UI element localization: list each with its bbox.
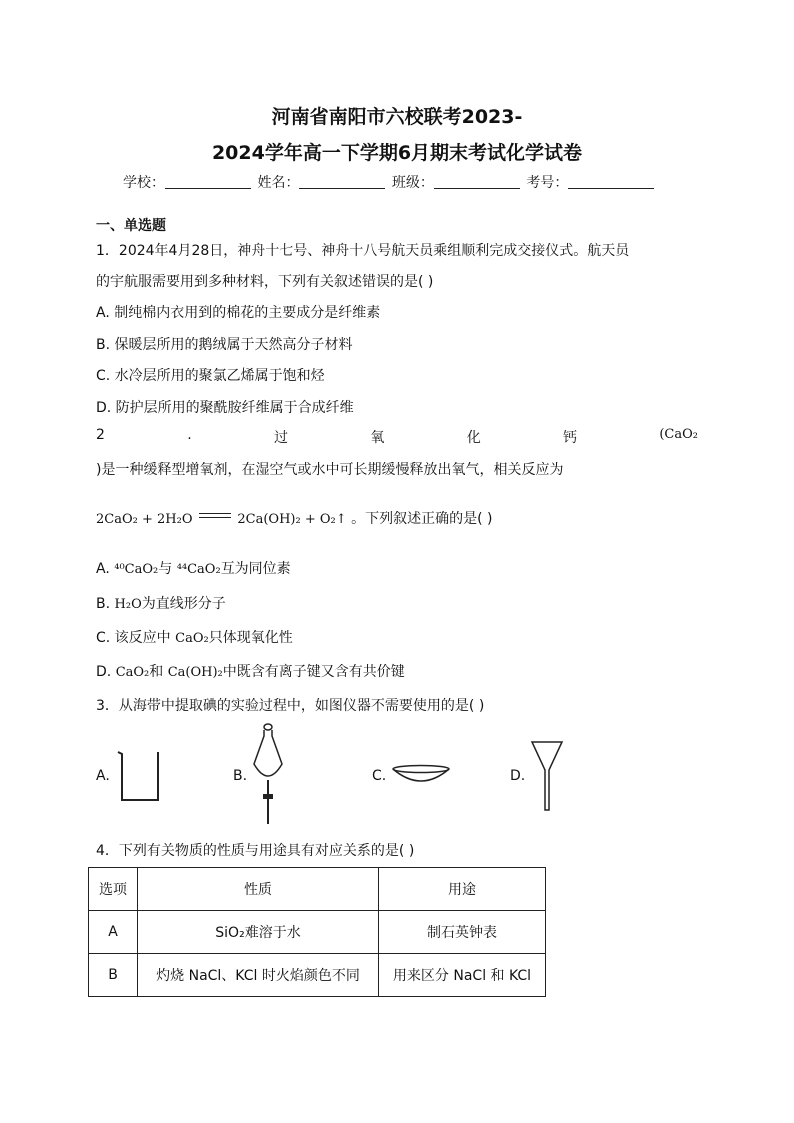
- q2-word: 过: [274, 430, 289, 446]
- q3-option-a-label: A.: [96, 768, 110, 784]
- q1-stem-line2: 的宇航服需要用到多种材料，下列有关叙述错误的是( ): [96, 274, 434, 290]
- table-cell: 灼烧 NaCl、KCl 时火焰颜色不同: [138, 954, 379, 997]
- beaker-icon: [114, 748, 164, 804]
- q2-word: .: [187, 427, 192, 443]
- q1-stem-line1: 1．2024年4月28日，神舟十七号、神舟十八号航天员乘组顺利完成交接仪式。航天员: [96, 243, 630, 259]
- q2-word: 2: [96, 427, 105, 443]
- school-blank[interactable]: [165, 174, 251, 189]
- student-info-row: [123, 172, 656, 192]
- q2-option-a: A. ⁴⁰CaO₂与 ⁴⁴CaO₂互为同位素: [96, 561, 291, 577]
- table-cell: A: [89, 911, 138, 954]
- q4-table: [88, 867, 546, 997]
- q1-option-c: C. 水冷层所用的聚氯乙烯属于饱和烃: [96, 368, 325, 384]
- q2-equation: [96, 508, 492, 528]
- q2-option-b: B. H₂O为直线形分子: [96, 596, 226, 612]
- q2-stem-line1: [96, 427, 698, 447]
- q2-word: (CaO₂: [659, 427, 698, 442]
- q2-option-c: C. 该反应中 CaO₂只体现氧化性: [96, 630, 293, 646]
- exam-title-line1: 河南省南阳市六校联考2023-: [271, 106, 523, 128]
- section-heading: 一、单选题: [96, 218, 166, 234]
- class-label: 班级：: [391, 175, 434, 191]
- q3-option-c-label: C.: [372, 768, 387, 784]
- q1-option-b: B. 保暖层所用的鹅绒属于天然高分子材料: [96, 337, 353, 353]
- school-label: 学校：: [123, 175, 165, 191]
- q2-stem-line2: )是一种缓释型增氧剂，在湿空气或水中可长期缓慢释放出氧气，相关反应为: [96, 462, 564, 478]
- class-blank[interactable]: [434, 174, 520, 189]
- exam-no-blank[interactable]: [568, 174, 654, 189]
- equation-reactants: 2CaO₂ + 2H₂O: [96, 512, 193, 527]
- q2-option-d: D. CaO₂和 Ca(OH)₂中既含有离子键又含有共价键: [96, 664, 405, 680]
- equals-sign-icon: [197, 511, 233, 521]
- table-cell: SiO₂难溶于水: [138, 911, 379, 954]
- table-header-row: [89, 868, 546, 911]
- name-label: 姓名：: [257, 175, 300, 191]
- q1-option-d: D. 防护层所用的聚酰胺纤维属于合成纤维: [96, 400, 354, 416]
- table-header-cell: 性质: [138, 868, 379, 911]
- equation-tail: 。下列叙述正确的是( ): [351, 511, 493, 527]
- q3-stem: 3．从海带中提取碘的实验过程中，如图仪器不需要使用的是( ): [96, 698, 485, 714]
- table-cell: B: [89, 954, 138, 997]
- q4-stem: 4．下列有关物质的性质与用途具有对应关系的是( ): [96, 843, 415, 859]
- table-row: [89, 954, 546, 997]
- table-header-cell: 选项: [89, 868, 138, 911]
- table-cell: 用来区分 NaCl 和 KCl: [379, 954, 546, 997]
- q2-word: 化: [466, 430, 481, 446]
- q2-word: 钙: [563, 430, 578, 446]
- q3-option-d-label: D.: [510, 768, 526, 784]
- evaporating-dish-icon: [391, 763, 451, 789]
- funnel-icon: [530, 738, 564, 812]
- table-cell: 制石英钟表: [379, 911, 546, 954]
- exam-title-line2: 2024学年高一下学期6月期末考试化学试卷: [211, 142, 583, 164]
- table-row: [89, 911, 546, 954]
- name-blank[interactable]: [299, 174, 385, 189]
- q3-option-b-label: B.: [233, 768, 248, 784]
- separatory-funnel-icon: [248, 722, 290, 828]
- equation-products: 2Ca(OH)₂ + O₂↑: [237, 512, 347, 527]
- exam-no-label: 考号：: [526, 175, 569, 191]
- table-header-cell: 用途: [379, 868, 546, 911]
- q1-option-a: A. 制纯棉内衣用到的棉花的主要成分是纤维素: [96, 305, 381, 321]
- q2-word: 氧: [370, 430, 385, 446]
